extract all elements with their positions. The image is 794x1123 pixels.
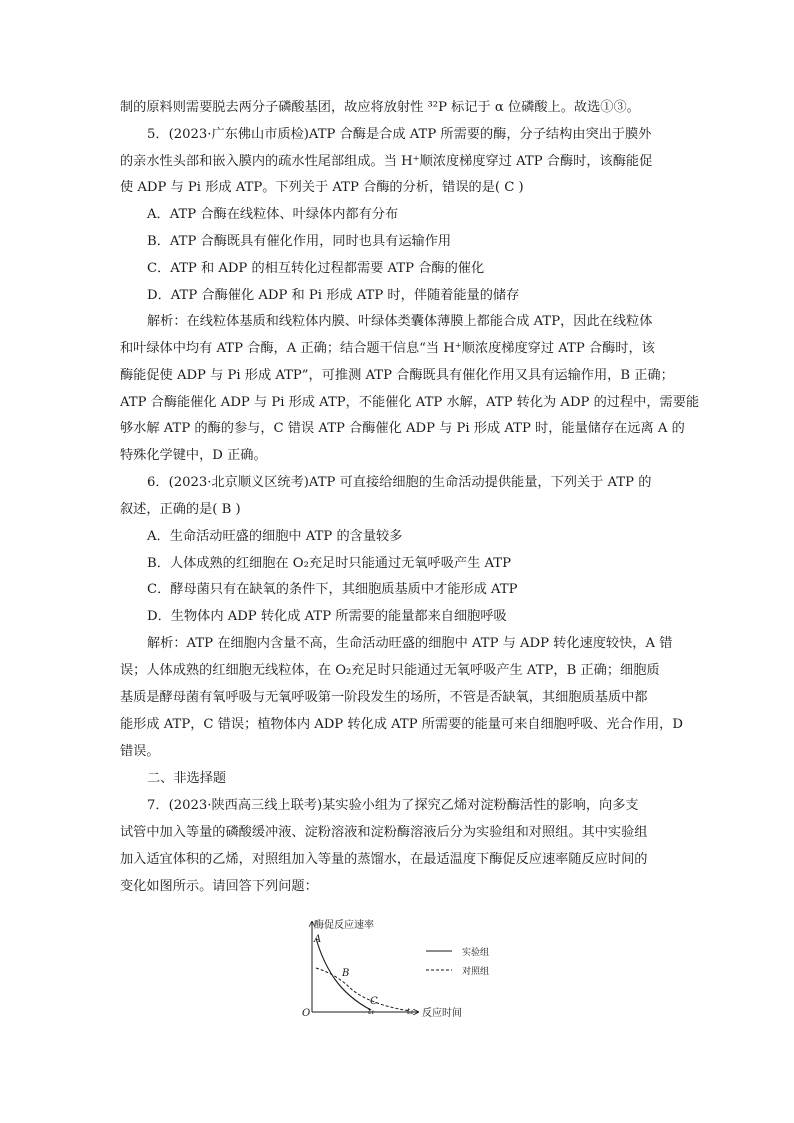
text-line: 加入适宜体积的乙烯，对照组加入等量的蒸馏水，在最适温度下酶促反应速率随反应时间的 bbox=[120, 852, 648, 867]
point-label-b: B bbox=[342, 968, 350, 979]
text-line: 叙述，正确的是( B ) bbox=[120, 502, 241, 517]
text-line: B．ATP 合酶既具有催化作用，同时也具有运输作用 bbox=[147, 234, 452, 249]
text-line: A．生命活动旺盛的细胞中 ATP 的含量较多 bbox=[147, 529, 403, 544]
text-line: 的亲水性头部和嵌入膜内的疏水性尾部组成。当 H⁺顺浓度梯度穿过 ATP 合酶时，该酶能促 bbox=[120, 154, 653, 169]
x-tick-t2: t₂ bbox=[407, 1007, 414, 1016]
text-line: 6．(2023·北京顺义区统考)ATP 可直接给细胞的生命活动提供能量，下列关于 ATP 的 bbox=[147, 475, 652, 490]
text-line: B．人体成熟的红细胞在 O₂充足时只能通过无氧呼吸产生 ATP bbox=[147, 556, 511, 571]
text-line: 使 ADP 与 Pi 形成 ATP。下列关于 ATP 合酶的分析，错误的是( C ) bbox=[120, 180, 524, 195]
text-line: 错误。 bbox=[120, 744, 160, 759]
text-line: 变化如图所示。请回答下列问题： bbox=[120, 879, 318, 894]
point-label-c: C bbox=[370, 996, 378, 1007]
series-control-line bbox=[316, 968, 410, 1011]
text-line: D．ATP 合酶催化 ADP 和 Pi 形成 ATP 时，伴随着能量的储存 bbox=[147, 288, 520, 303]
reaction-rate-chart bbox=[290, 918, 530, 1028]
text-line: 二、非选择题 bbox=[147, 771, 227, 786]
text-line: D．生物体内 ADP 转化成 ATP 所需要的能量都来自细胞呼吸 bbox=[147, 609, 507, 624]
legend-control-label: 对照组 bbox=[462, 967, 490, 977]
text-line: 和叶绿体中均有 ATP 合酶，A 正确；结合题干信息“当 H⁺顺浓度梯度穿过 ATP 合酶时，该 bbox=[120, 341, 655, 356]
text-line: C．ATP 和 ADP 的相互转化过程都需要 ATP 合酶的催化 bbox=[147, 261, 485, 276]
text-line: 7．(2023·陕西高三线上联考)某实验小组为了探究乙烯对淀粉酶活性的影响，向多支 bbox=[147, 798, 639, 813]
text-line: C．酵母菌只有在缺氧的条件下，其细胞质基质中才能形成 ATP bbox=[147, 582, 518, 597]
origin-label: O bbox=[302, 1008, 311, 1019]
text-line: 酶能促使 ADP 与 Pi 形成 ATP”，可推测 ATP 合酶既具有催化作用又具有运输作用，B 正确； bbox=[120, 368, 674, 383]
x-axis-label: 反应时间 bbox=[422, 1008, 462, 1019]
y-axis-label: 酶促反应速率 bbox=[314, 920, 374, 931]
x-tick-t1: t₁ bbox=[368, 1007, 375, 1016]
text-line: 解析：ATP 在细胞内含量不高，生命活动旺盛的细胞中 ATP 与 ADP 转化速度较快，A 错 bbox=[147, 636, 673, 651]
text-line: 制的原料则需要脱去两分子磷酸基团，故应将放射性 ³²P 标记于 α 位磷酸上。故选①③。 bbox=[120, 100, 640, 115]
text-line: 特殊化学键中，D 正确。 bbox=[120, 448, 267, 463]
text-line: 能形成 ATP，C 错误；植物体内 ADP 转化成 ATP 所需要的能量可来自细胞呼吸、光合作用，D bbox=[120, 717, 683, 732]
text-line: 基质是酵母菌有氧呼吸与无氧呼吸第一阶段发生的场所，不管是否缺氧，其细胞质基质中都 bbox=[120, 690, 648, 705]
legend-experimental-label: 实验组 bbox=[462, 948, 490, 958]
text-line: 试管中加入等量的磷酸缓冲液、淀粉溶液和淀粉酶溶液后分为实验组和对照组。其中实验组 bbox=[120, 825, 648, 840]
text-line: ATP 合酶能催化 ADP 与 Pi 形成 ATP，不能催化 ATP 水解，ATP 转化为 ADP 的过程中，需要能 bbox=[120, 395, 700, 410]
point-label-a: A bbox=[314, 934, 322, 945]
text-line: 误；人体成熟的红细胞无线粒体，在 O₂充足时只能通过无氧呼吸产生 ATP，B 正确；细胞质 bbox=[120, 663, 660, 678]
text-line: 解析：在线粒体基质和线粒体内膜、叶绿体类囊体薄膜上都能合成 ATP，因此在线粒体 bbox=[147, 314, 653, 329]
text-line: 5．(2023·广东佛山市质检)ATP 合酶是合成 ATP 所需要的酶，分子结构由突出于膜外 bbox=[147, 127, 652, 142]
text-line: 够水解 ATP 的酶的参与，C 错误 ATP 合酶催化 ADP 与 Pi 形成 ATP 时，能量储存在远离 A 的 bbox=[120, 421, 685, 436]
text-line: A．ATP 合酶在线粒体、叶绿体内都有分布 bbox=[147, 207, 399, 222]
